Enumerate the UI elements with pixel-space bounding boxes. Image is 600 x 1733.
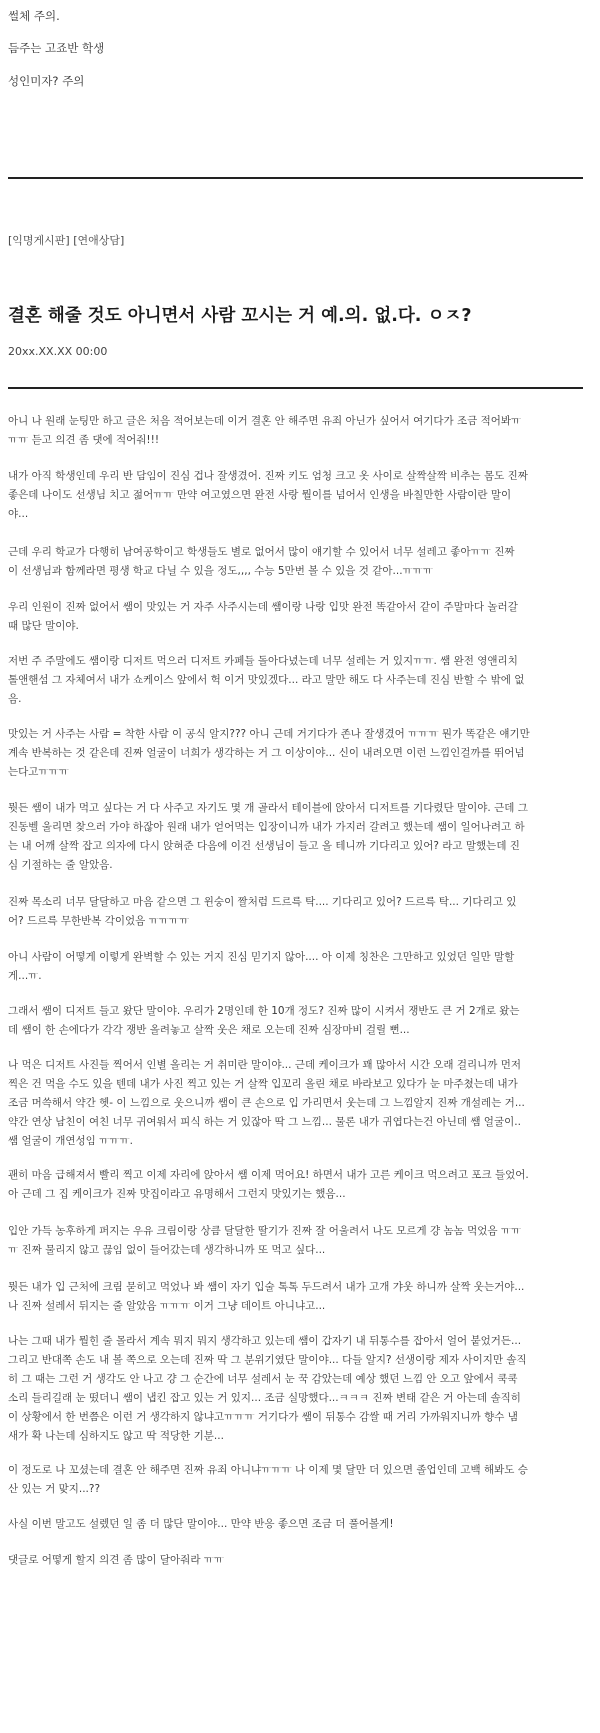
paragraph: 이 정도로 나 꼬셨는데 결혼 안 해주면 진짜 유죄 아니냐ㅠㅠㅠ 나 이제 몇 달만 더 있으면 졸업인데 고백 해봐도 승 산 있는 거 맞지...?? <box>8 1464 528 1495</box>
paragraph: 진짜 목소리 너무 달달하고 마음 같으면 그 윈숭이 짤처럼 드르륵 탁.... 기다리고 있어? 드르륵 탁... 기다리고 있 어? 드르륵 무한반복 각이었음 ㅠㅠㅠㅠ <box>8 896 517 927</box>
paragraph: 아니 사람이 어떻게 이렇게 완벽할 수 있는 거지 진심 믿기지 않아.... 아 이제 칭찬은 그만하고 있었던 일만 말할 게...ㅠ. <box>8 951 515 982</box>
paragraph: 우리 인원이 진짜 없어서 쌤이 맛있는 거 자주 사주시는데 쌤이랑 나랑 입맛 완전 똑같아서 같이 주말마다 놀러갈 때 많단 말이야. <box>8 601 518 632</box>
post-title: 결혼 해줄 것도 아니면서 사람 꼬시는 거 예.의. 없.다. ㅇㅈ? <box>8 306 472 326</box>
board-tags[interactable]: [익명게시판] [연애상담] <box>8 234 125 247</box>
paragraph: 댓글로 어떻게 할지 의견 좀 많이 달아줘라 ㅠㅠ <box>8 1554 225 1566</box>
notice-line: 성인미자? 주의 <box>8 74 85 88</box>
paragraph: 뭣든 내가 입 근처에 크림 묻히고 먹었나 봐 쌤이 자기 입술 톡톡 두드려서 내가 고개 갸웃 하니까 살짝 웃는거야... 나 진짜 설레서 뒤지는 줄 알았음 ㅠㅠㅠ 이거 그냥 데이트 아니냐고... <box>8 1281 525 1312</box>
divider <box>8 387 583 389</box>
paragraph: 사실 이번 말고도 설렜던 일 좀 더 많단 말이야... 만약 반응 좋으면 조금 더 풀어볼게! <box>8 1518 394 1530</box>
divider <box>8 177 583 179</box>
post-date: 20xx.XX.XX 00:00 <box>8 345 108 358</box>
paragraph: 입안 가득 농후하게 퍼지는 우유 크림이랑 상큼 달달한 딸기가 진짜 잘 어울려서 나도 모르게 걍 놈놈 먹었음 ㅠㅠ ㅠ 진짜 물리지 않고 끊임 없이 들어갔는데 생각하니까 또 먹고 싶다... <box>8 1225 522 1256</box>
paragraph: 나 먹은 디저트 사진들 찍어서 인별 올리는 거 취미란 말이야... 근데 케이크가 꽤 많아서 시간 오래 걸리니까 먼저 찍은 건 먹을 수도 있을 텐데 내가 사진 찍고 있는 거 살짝 입꼬리 올린 채로 바라보고 있다가 눈 마주쳤는데 내가 조금 머쓱해서 약간 헷- 이 느낌으로 웃으니까 쌤이 큰 손으로 입 가리면서 웃는데 그 느낌알지 진짜 개설레는 거... 약간 연상 남친이 여친 너무 귀여워서 피식 하는 거 있잖아 딱 그 느낌... 물론 내가 귀엽다는건 아닌데 쌤 얼굴이.. 쌤 얼굴이 개연성임 ㅠㅠㅠ. <box>8 1059 525 1147</box>
paragraph: 괜히 마음 급해져서 빨리 찍고 이제 자리에 앉아서 쌤 이제 먹어요! 하면서 내가 고른 케이크 먹으려고 포크 들었어. 아 근데 그 집 케이크가 진짜 맛집이라고 유명해서 그런지 맛있기는 했음... <box>8 1169 529 1200</box>
paragraph: 뭣든 쌤이 내가 먹고 싶다는 거 다 사주고 자기도 몇 개 골라서 테이블에 앉아서 디저트를 기다렸단 말이야. 근데 그 진동벨 울리면 찾으러 가야 하잖아 원래 내가 얻어먹는 입장이니까 내가 가지러 갈려고 했는데 쌤이 일어나려고 하 는 내 어깨 살짝 잡고 의자에 다시 앉혀준 다음에 이건 선생님이 들고 올 테니까 기다리고 있어? 라고 말했는데 진 심 기절하는 줄 알았음. <box>8 802 528 871</box>
notice-line: 썰체 주의. <box>8 9 60 23</box>
paragraph: 근데 우리 학교가 다행히 남여공학이고 학생들도 별로 없어서 많이 얘기할 수 있어서 너무 설레고 좋아ㅠㅠ 진짜 이 선생님과 함께라면 평생 학교 다닐 수 있을 정도,,,, 수능 5만번 볼 수 있을 것 같아...ㅠㅠㅠ <box>8 546 515 577</box>
paragraph: 그래서 쌤이 디저트 들고 왔단 말이야. 우리가 2명인데 한 10개 정도? 진짜 많이 시켜서 쟁반도 큰 거 2개로 왔는 데 쌤이 한 손에다가 각각 쟁반 올려놓고 살짝 웃은 채로 오는데 진짜 심장마비 걸릴 뻔... <box>8 1005 520 1036</box>
notice-line: 듬주는 고죠반 학생 <box>8 41 105 55</box>
paragraph: 아니 나 원래 눈팅만 하고 글은 처음 적어보는데 이거 결혼 안 해주면 유죄 아닌가 싶어서 여기다가 조금 적어봐ㅠ ㅠㅠ 듣고 의견 좀 댓에 적어줘!!! <box>8 415 522 446</box>
paragraph: 나는 그때 내가 뭘힌 줄 몰라서 계속 뭐지 뭐지 생각하고 있는데 쌤이 갑자기 내 뒤통수를 잡아서 얼어 붙었거든... 그리고 반대쪽 손도 내 볼 쪽으로 오는데 진짜 딱 그 분위기였단 말이야... 다들 알지? 선생이랑 제자 사이지만 솔직 히 그 때는 그런 거 생각도 안 나고 걍 그 순간에 너무 설레서 눈 꾹 감았는데 예상 했던 느낌 안 오고 앞에서 쿡쿡 소리 들리길래 눈 떴더니 쌤이 냅킨 잡고 있는 거 있지... 조금 실망했다...ㅋㅋㅋ 진짜 변태 같은 거 아는데 솔직히 이 상황에서 한 번쯤은 이런 거 생각하지 않냐고ㅠㅠㅠ 거기다가 쌤이 뒤통수 감쌀 때 거리 가까워지니까 향수 냄 새가 확 나는데 심하지도 않고 딱 적당한 기분... <box>8 1335 527 1442</box>
paragraph: 내가 아직 학생인데 우리 반 담임이 진심 겁나 잘생겼어. 진짜 키도 엄청 크고 옷 사이로 살짝살짝 비추는 몸도 진짜 좋은데 나이도 선생님 치고 젊어ㅠㅠ 만약 여고였으면 완전 사랑 뭘이를 넘어서 인생을 바칠만한 사람이란 말이 야... <box>8 470 528 520</box>
paragraph: 저번 주 주말에도 쌤이랑 디저트 먹으러 디저트 카페들 돌아다녔는데 너무 설레는 거 있지ㅠㅠ. 쌤 완전 영앤리치 톨앤핸섬 그 자체여서 내가 쇼케이스 앞에서 헉 이거 맛있겠다... 라고 말만 해도 다 사주는데 진심 반할 수 밖에 없 음. <box>8 655 525 705</box>
paragraph: 맛있는 거 사주는 사람 = 착한 사람 이 공식 알지??? 아니 근데 거기다가 존나 잘생겼어 ㅠㅠㅠ 뭔가 똑같은 얘기만 계속 반복하는 것 같은데 진짜 얼굴이 너희가 생각하는 거 그 이상이야... 신이 내려오면 이런 느낌인걸까를 뛰어넘 는다고ㅠㅠㅠ <box>8 728 530 778</box>
